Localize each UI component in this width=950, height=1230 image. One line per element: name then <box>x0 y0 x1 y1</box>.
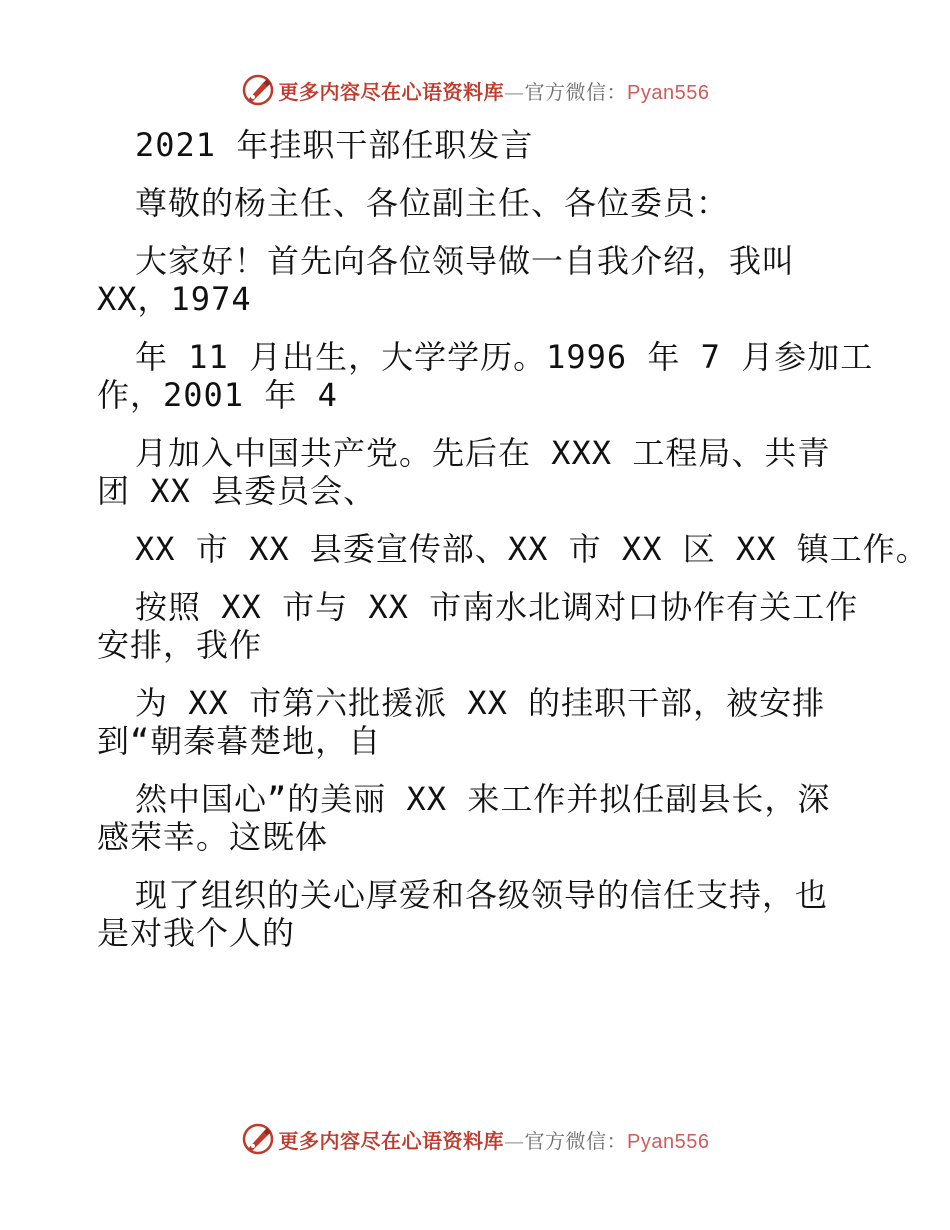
header-watermark <box>0 68 950 112</box>
document-body <box>97 126 929 952</box>
salutation-line: 尊敬的杨主任、各位副主任、各位委员： <box>135 184 730 222</box>
text-line: 团 XX 县委员会、 <box>97 472 377 510</box>
text-line: 现了组织的关心厚爱和各级领导的信任支持，也 <box>135 876 829 914</box>
text-line: XX 市 XX 县委宣传部、XX 市 XX 区 XX 镇工作。 <box>135 530 929 568</box>
text-line: 然中国心”的美丽 XX 来工作并拟任副县长，深 <box>135 780 831 818</box>
text-line: XX，1974 <box>97 280 252 318</box>
watermark-separator: — <box>504 79 525 104</box>
watermark-brand: 更多内容尽在心语资料库 <box>278 79 505 104</box>
watermark-wechat-id: Pyan556 <box>627 1130 710 1153</box>
text-line: 月加入中国共产党。先后在 XXX 工程局、共青 <box>135 434 831 472</box>
text-line: 安排，我作 <box>97 626 263 664</box>
watermark-label: 官方微信： <box>524 1128 628 1153</box>
pen-logo-icon <box>241 1122 275 1156</box>
watermark-separator: — <box>504 1128 525 1153</box>
text-line: 是对我个人的 <box>97 914 296 952</box>
text-line: 到“朝秦暮楚地，自 <box>97 722 382 760</box>
watermark-brand: 更多内容尽在心语资料库 <box>278 1128 505 1153</box>
text-line: 为 XX 市第六批援派 XX 的挂职干部，被安排 <box>135 684 826 722</box>
text-line: 大家好！首先向各位领导做一自我介绍，我叫 <box>135 242 796 280</box>
footer-watermark <box>0 1117 950 1161</box>
text-line: 感荣幸。这既体 <box>97 818 329 856</box>
watermark-label: 官方微信： <box>524 79 628 104</box>
text-line: 年 11 月出生，大学学历。1996 年 7 月参加工 <box>135 338 874 376</box>
watermark-wechat-id: Pyan556 <box>627 81 710 104</box>
pen-logo-icon <box>241 73 275 107</box>
text-line: 作，2001 年 4 <box>97 376 338 414</box>
text-line: 按照 XX 市与 XX 市南水北调对口协作有关工作 <box>135 588 859 626</box>
document-title: 2021 年挂职干部任职发言 <box>135 126 534 164</box>
